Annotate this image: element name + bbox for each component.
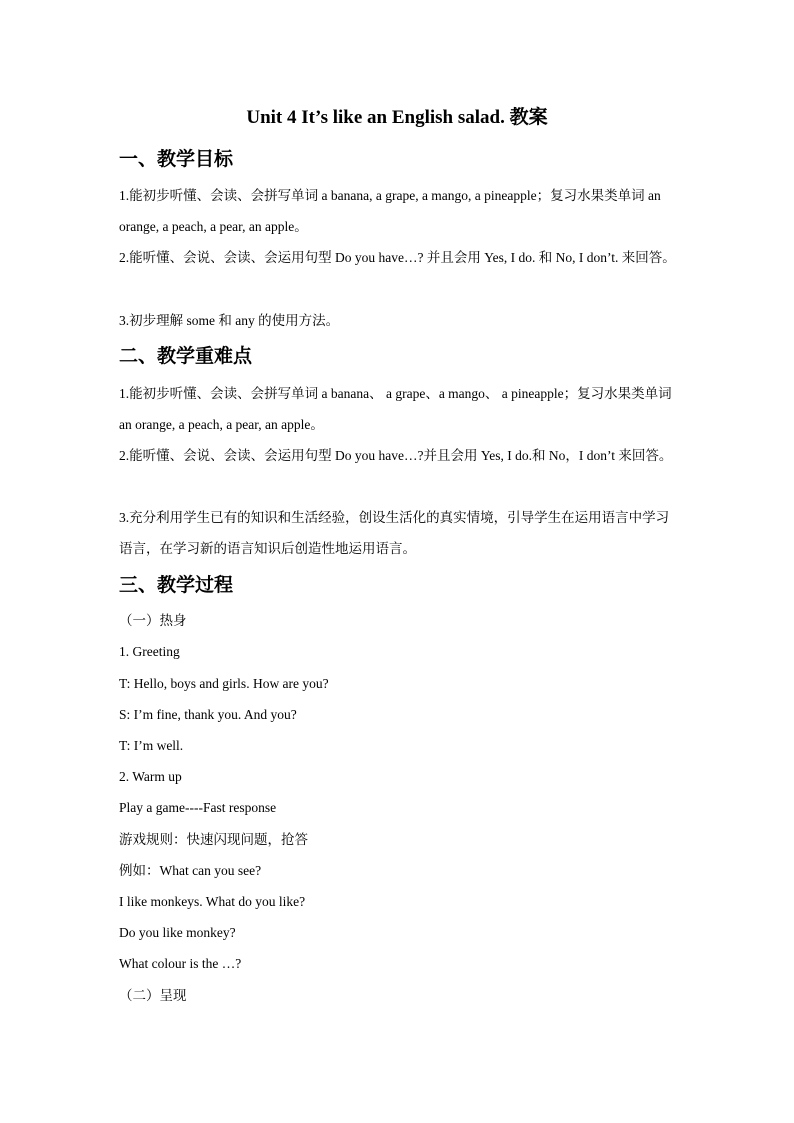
section-heading-key-points: 二、教学重难点 — [119, 345, 253, 367]
process-line: 1. Greeting — [119, 644, 180, 659]
key-point-item-1: 1.能初步听懂、会读、会拼写单词 a banana、 a grape、a mango、 a pineapple；复习水果类单词 an orange, a peach, a pear, an apple。 — [119, 386, 672, 432]
process-line: （二）呈现 — [119, 988, 187, 1003]
section-heading-process: 三、教学过程 — [119, 574, 234, 596]
process-line: What colour is the …? — [119, 956, 242, 971]
objective-item-2: 2.能听懂、会说、会读、会运用句型 Do you have…? 并且会用 Yes, I do. 和 No, I don’t. 来回答。 — [119, 250, 676, 265]
process-line: T: I’m well. — [119, 738, 184, 753]
process-line: Do you like monkey? — [119, 925, 236, 940]
key-point-item-2: 2.能听懂、会说、会读、会运用句型 Do you have…?并且会用 Yes, I do.和 No，I don’t 来回答。 — [119, 448, 673, 463]
process-line: （一）热身 — [119, 613, 187, 628]
process-line: 例如：What can you see? — [119, 863, 262, 878]
process-line: S: I’m fine, thank you. And you? — [119, 707, 297, 722]
key-point-item-3: 3.充分利用学生已有的知识和生活经验，创设生活化的真实情境，引导学生在运用语言中学习语言，在学习新的语言知识后创造性地运用语言。 — [119, 510, 670, 556]
process-line: 游戏规则：快速闪现问题，抢答 — [119, 832, 308, 847]
process-line: I like monkeys. What do you like? — [119, 894, 306, 909]
process-line: Play a game----Fast response — [119, 800, 277, 815]
objective-item-1: 1.能初步听懂、会读、会拼写单词 a banana, a grape, a mango, a pineapple；复习水果类单词 an orange, a peach, a pear, an apple。 — [119, 188, 661, 234]
document-title: Unit 4 It’s like an English salad. 教案 — [246, 107, 548, 128]
objective-item-3: 3.初步理解 some 和 any 的使用方法。 — [119, 313, 340, 328]
process-line: 2. Warm up — [119, 769, 182, 784]
process-line: T: Hello, boys and girls. How are you? — [119, 676, 329, 691]
section-heading-objectives: 一、教学目标 — [119, 148, 234, 170]
